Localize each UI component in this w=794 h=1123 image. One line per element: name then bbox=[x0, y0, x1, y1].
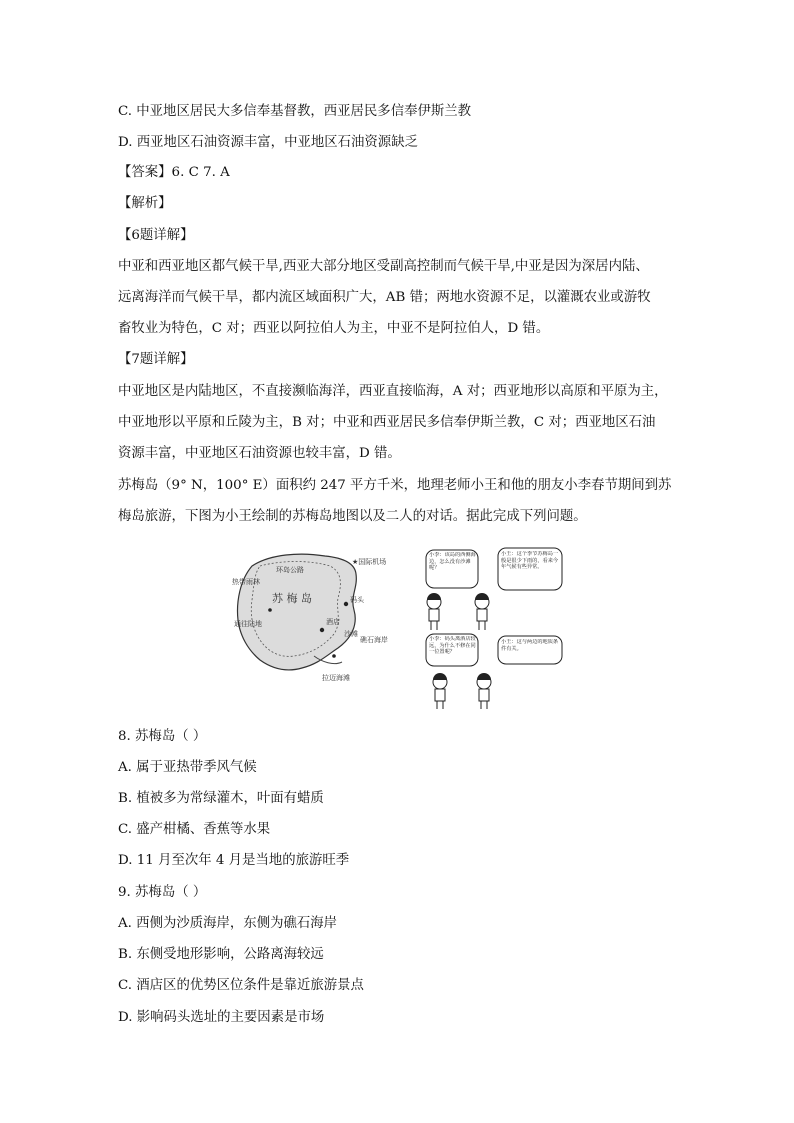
q7-option-c: C. 中亚地区居民大多信奉基督教，西亚居民多信奉伊斯兰教 bbox=[118, 104, 472, 119]
q8-option-d: D. 11 月至次年 4 月是当地的旅游旺季 bbox=[118, 853, 350, 868]
person-icon bbox=[427, 593, 441, 630]
reef-label: 礁石海岸 bbox=[360, 636, 388, 644]
island-map bbox=[232, 554, 388, 682]
person-icon bbox=[477, 673, 491, 709]
q7-explanation-line: 中亚地区是内陆地区，不直接濒临海洋，西亚直接临海，A 对；西亚地形以高原和平原为主， bbox=[118, 384, 668, 399]
q6-explanation-line: 远离海洋而气候干旱，都内流区域面积广大，AB 错；两地水资源不足，以灌溉农业或游牧 bbox=[118, 290, 651, 305]
q8-option-b: B. 植被多为常绿灌木，叶面有蜡质 bbox=[118, 791, 324, 806]
q8-stem: 8. 苏梅岛（ ） bbox=[118, 729, 207, 744]
bubble-text: 小王：这与两边的地质条件有关。 bbox=[501, 639, 559, 652]
analysis-heading: 【解析】 bbox=[118, 196, 172, 211]
pier-marker bbox=[344, 602, 348, 606]
road-label: 环岛公路 bbox=[276, 566, 304, 574]
beach-label: 沙滩 bbox=[344, 630, 358, 638]
q8-option-c: C. 盛产柑橘、香蕉等水果 bbox=[118, 822, 271, 837]
q9-option-d: D. 影响码头选址的主要因素是市场 bbox=[118, 1010, 325, 1025]
q7-option-d: D. 西亚地区石油资源丰富，中亚地区石油资源缺乏 bbox=[118, 135, 418, 150]
q9-option-b: B. 东侧受地形影响，公路离海较远 bbox=[118, 947, 324, 962]
airport-label: ★国际机场 bbox=[352, 558, 387, 566]
island-name: 苏 梅 岛 bbox=[272, 592, 312, 605]
answer-line: 【答案】6. C 7. A bbox=[118, 165, 230, 180]
west-label: 通往陆地 bbox=[234, 620, 262, 628]
q9-option-c: C. 酒店区的优势区位条件是靠近旅游景点 bbox=[118, 978, 364, 993]
q7-explanation-line: 资源丰富，中亚地区石油资源也较丰富，D 错。 bbox=[118, 446, 401, 461]
intro-line: 梅岛旅游，下图为小王绘制的苏梅岛地图以及二人的对话。据此完成下列问题。 bbox=[118, 509, 587, 524]
q7-explanation-line: 中亚地形以平原和丘陵为主，B 对；中亚和西亚居民多信奉伊斯兰教，C 对；西亚地区石油 bbox=[118, 415, 656, 430]
dialogue-comic bbox=[426, 548, 562, 709]
q7-heading: 【7题详解】 bbox=[118, 352, 194, 367]
bubble-text: 小李：该岛的西侧海边，怎么没有沙滩呢？ bbox=[429, 552, 476, 572]
q9-stem: 9. 苏梅岛（ ） bbox=[118, 885, 207, 900]
koh-samui-figure bbox=[230, 544, 575, 712]
bubble-text: 小王：这个季节苏梅岛一般是很少下雨的，看来今年气候有些异常。 bbox=[501, 551, 559, 571]
person-icon bbox=[475, 593, 489, 630]
q6-heading: 【6题详解】 bbox=[118, 228, 194, 243]
q6-explanation-line: 中亚和西亚地区都气候干旱,西亚大部分地区受副高控制而气候干旱,中亚是因为深居内陆、 bbox=[118, 259, 649, 274]
intro-line: 苏梅岛（9° N，100° E）面积约 247 平方千米，地理老师小王和他的朋友小李春节期间到苏 bbox=[118, 478, 672, 493]
rainforest-label: 热带雨林 bbox=[232, 578, 260, 586]
west-marker bbox=[268, 608, 272, 612]
person-icon bbox=[433, 673, 447, 709]
bubble-text: 小李：码头离酒店较远，为什么不修在同一位置呢？ bbox=[429, 636, 476, 656]
south-label: 拉迈海滩 bbox=[322, 674, 350, 682]
hotel-marker bbox=[320, 628, 324, 632]
hotel-label: 酒店 bbox=[326, 618, 340, 626]
pier-label: 码头 bbox=[350, 596, 364, 604]
q8-option-a: A. 属于亚热带季风气候 bbox=[118, 760, 257, 775]
beach-marker bbox=[332, 654, 336, 658]
q6-explanation-line: 畜牧业为特色，C 对；西亚以阿拉伯人为主，中亚不是阿拉伯人，D 错。 bbox=[118, 321, 550, 336]
q9-option-a: A. 西侧为沙质海岸，东侧为礁石海岸 bbox=[118, 916, 338, 931]
